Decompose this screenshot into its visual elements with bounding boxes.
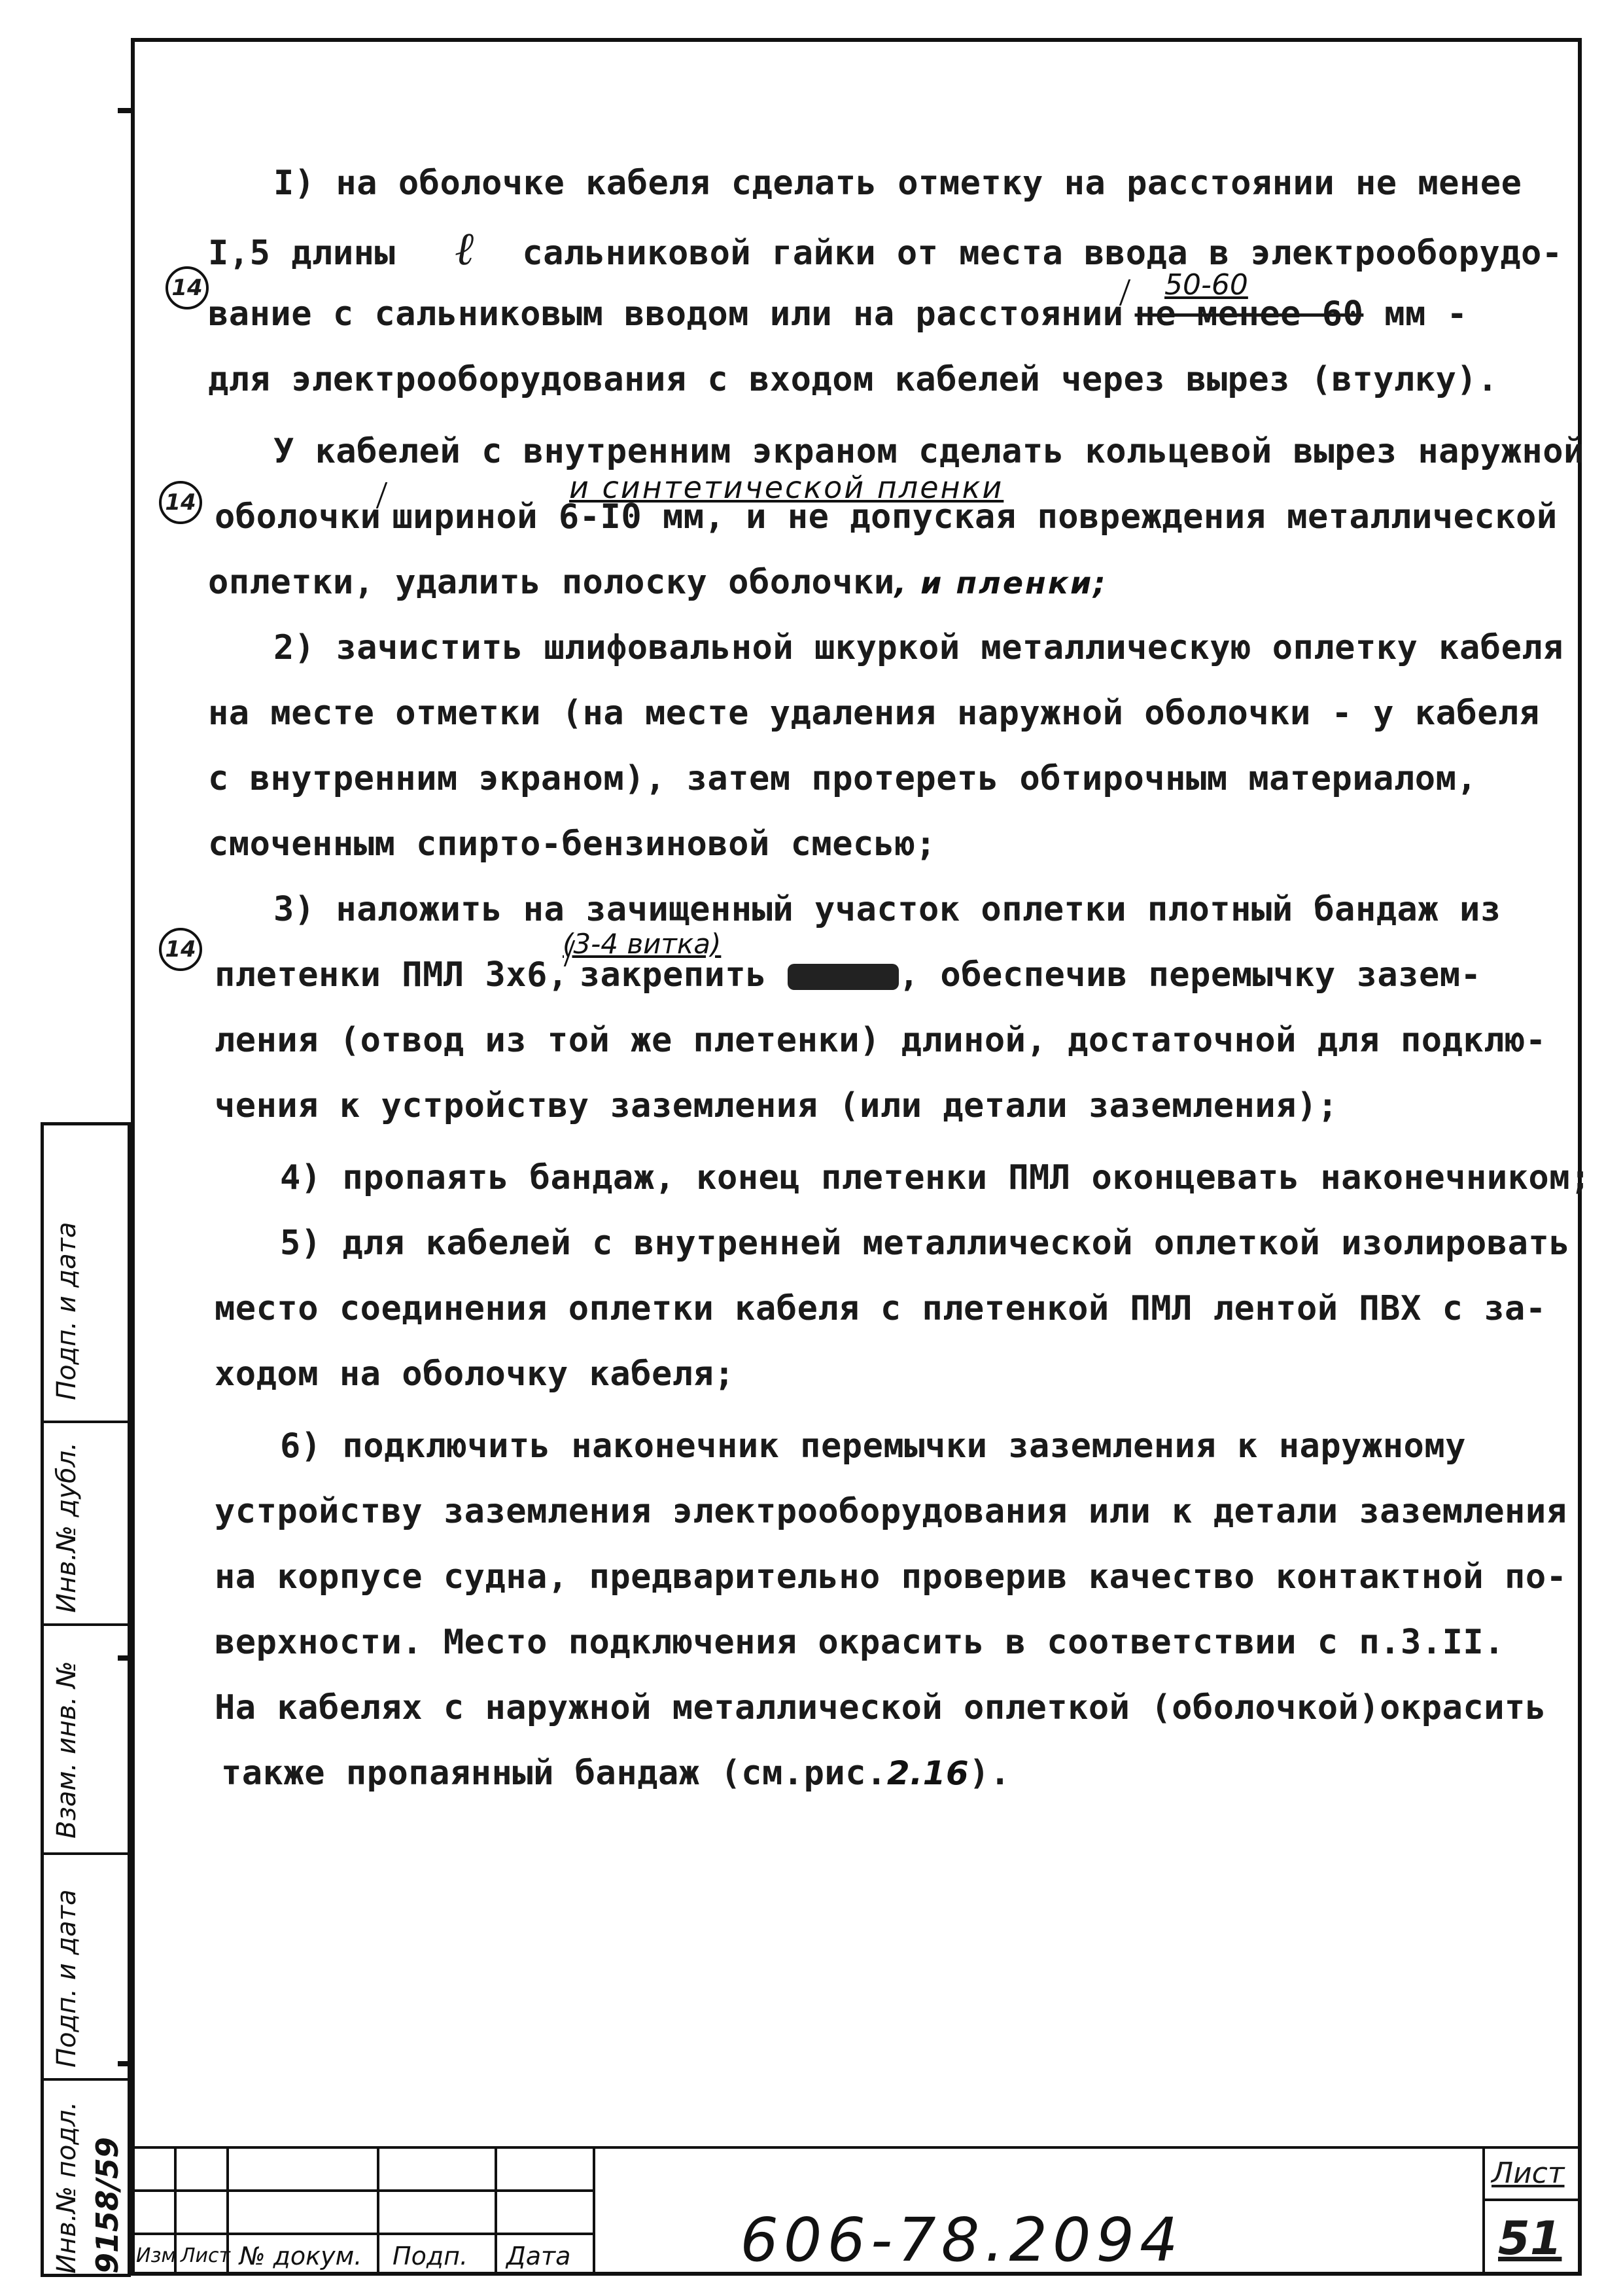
text-span: также пропаянный бандаж (см.рис. bbox=[221, 1754, 887, 1793]
text-line: устройству заземления электрооборудования или к детали заземления bbox=[215, 1492, 1567, 1531]
text-line: на месте отметки (на месте удаления наружной оболочки - у кабеля bbox=[208, 694, 1540, 733]
text-line: с внутренним экраном), затем протереть обтирочным материалом, bbox=[208, 759, 1478, 798]
text-line bbox=[215, 942, 1481, 1008]
text-span: сальниковой гайки от места ввода в электрооборудо- bbox=[522, 234, 1563, 273]
text-line: для электрооборудования с входом кабелей через вырез (втулку). bbox=[208, 360, 1499, 399]
text-line: на корпусе судна, предварительно проверив качество контактной по- bbox=[215, 1557, 1567, 1597]
struck-text: не менее 60 bbox=[1134, 294, 1364, 334]
ink-blot bbox=[788, 964, 899, 990]
text-line: 3) наложить на зачищенный участок оплетки плотный бандаж из bbox=[273, 890, 1501, 929]
handwritten-dimension: 50-60 bbox=[1164, 268, 1248, 302]
strip-label-dup-inv: Инв.№ дубл. bbox=[52, 1442, 82, 1613]
text-line: I) на оболочке кабеля сделать отметку на расстоянии не менее bbox=[273, 164, 1522, 203]
handwritten-film-insert: и синтетической пленки bbox=[569, 470, 1004, 505]
text-line: смоченным спирто-бензиновой смесью; bbox=[208, 824, 937, 864]
text-line: 6) подключить наконечник перемычки заземления к наружному bbox=[280, 1426, 1466, 1466]
length-symbol: ℓ bbox=[455, 221, 476, 275]
sheet-label: Лист bbox=[1492, 2157, 1565, 2190]
frame-tick-top bbox=[118, 108, 135, 113]
revision-mark: 14 bbox=[159, 928, 202, 971]
strip-label-sign-date: Подп. и дата bbox=[52, 1222, 82, 1400]
text-span: оплетки, удалить полоску оболочки bbox=[208, 563, 895, 602]
text-span: вание с сальниковым вводом или на расстоянии bbox=[208, 294, 1124, 334]
text-span: I,5 длины bbox=[208, 234, 396, 273]
text-line: 2) зачистить шлифовальной шкуркой металлическую оплетку кабеля bbox=[273, 628, 1564, 667]
text-span: шириной 6-I0 мм, и не допуская повреждения металлической bbox=[392, 497, 1558, 537]
text-line bbox=[208, 550, 1108, 616]
tb-sheet-divider bbox=[1485, 2199, 1582, 2201]
sheet-number: 51 bbox=[1498, 2212, 1562, 2265]
text-line bbox=[208, 216, 1563, 286]
tb-header-date: Дата bbox=[506, 2242, 571, 2270]
text-line bbox=[221, 1740, 1011, 1806]
handwritten-film-tail: , и пленки; bbox=[894, 565, 1108, 601]
strip-label-inv-orig: Инв.№ подл. bbox=[52, 2101, 82, 2274]
text-span: , обеспечив перемычку зазем- bbox=[898, 955, 1482, 995]
text-line bbox=[208, 281, 1467, 347]
text-line: ления (отвод из той же плетенки) длиной, достаточной для подклю- bbox=[215, 1021, 1546, 1060]
tb-header-sign: Подп. bbox=[393, 2242, 468, 2270]
approval-strip bbox=[41, 1122, 131, 2277]
text-line: У кабелей с внутренним экраном сделать кольцевой вырез наружной bbox=[273, 432, 1584, 471]
tb-header-change: Изм bbox=[136, 2244, 177, 2267]
text-line: На кабелях с наружной металлической оплеткой (оболочкой)окрасить bbox=[215, 1688, 1546, 1727]
text-line: верхности. Место подключения окрасить в соответствии с п.3.II. bbox=[215, 1623, 1505, 1662]
text-line: 4) пропаять бандаж, конец плетенки ПМЛ оконцевать наконечником; bbox=[280, 1158, 1591, 1197]
document-number: 606-78.2094 bbox=[740, 2205, 1183, 2275]
text-span: ). bbox=[969, 1754, 1011, 1793]
text-span: оболочки bbox=[215, 497, 381, 537]
text-span: мм - bbox=[1384, 294, 1468, 334]
text-line: 5) для кабелей с внутренней металлической оплеткой изолировать bbox=[280, 1224, 1571, 1263]
handwritten-turns-insert: (3-4 витка) bbox=[563, 928, 722, 960]
tb-header-doc: № докум. bbox=[239, 2242, 362, 2270]
strip-label-sign-date: Подп. и дата bbox=[52, 1889, 82, 2068]
text-line: место соединения оплетки кабеля с плетенкой ПМЛ лентой ПВХ с за- bbox=[215, 1289, 1546, 1328]
strip-inventory-number: 9158/59 bbox=[90, 2137, 125, 2274]
text-span: плетенки ПМЛ 3х6, bbox=[215, 955, 568, 995]
revision-mark: 14 bbox=[166, 266, 209, 309]
text-line bbox=[215, 484, 1558, 550]
tb-header-sheet: Лист bbox=[181, 2244, 231, 2267]
text-line: ходом на оболочку кабеля; bbox=[215, 1354, 735, 1394]
figure-reference: 2.16 bbox=[886, 1754, 969, 1792]
text-line: чения к устройству заземления (или детали заземления); bbox=[215, 1086, 1338, 1125]
text-span: закрепить bbox=[579, 955, 767, 995]
revision-mark: 14 bbox=[159, 481, 202, 524]
strip-label-replace-inv: Взам. инв. № bbox=[52, 1661, 82, 1839]
